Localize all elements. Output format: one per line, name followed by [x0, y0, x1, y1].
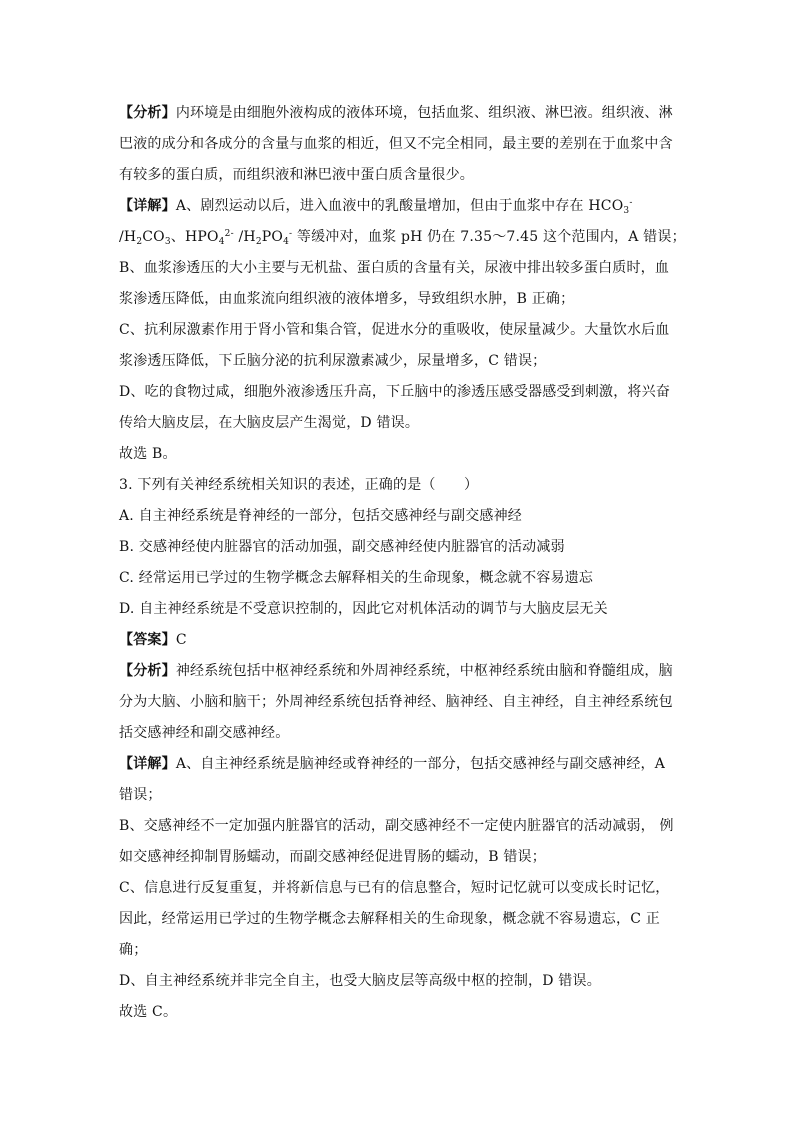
detail-line-d: D、自主神经系统并非完全自主，也受大脑皮层等高级中枢的控制，D 错误。 [119, 973, 601, 989]
conclusion-line: 故选 B。 [119, 446, 177, 462]
detail-block-q3 [119, 749, 679, 1028]
subscript: 3 [623, 206, 630, 216]
analysis-line: 分为大脑、小脑和脑干；外周神经系统包括脊神经、脑神经、自主神经，自主神经系统包 [119, 694, 673, 710]
conclusion-line: 故选 C。 [119, 1004, 178, 1020]
analysis-line: 巴液的成分和各成分的含量与血浆的相近，但又不完全相同，最主要的差别在于血浆中含 [119, 136, 673, 152]
detail-line-b-cont: 如交感神经抑制胃肠蠕动，而副交感神经促进胃肠的蠕动，B 错误； [119, 849, 546, 865]
detail-line-c-cont2: 确； [119, 942, 148, 958]
analysis-line [119, 98, 679, 129]
detail-line-d: D、吃的食物过咸，细胞外液渗透压升高，下丘脑中的渗透压感受器感受到刺激，将兴奋 [119, 384, 671, 400]
formula-part: CO [142, 229, 165, 245]
detail-line-a [119, 191, 679, 222]
analysis-block-q2 [119, 98, 679, 191]
detail-block-q2 [119, 191, 686, 470]
option-a: A. 自主神经系统是脊神经的一部分，包括交感神经与副交感神经 [119, 508, 523, 524]
detail-tag: 【详解】 [119, 198, 176, 214]
detail-line-b: B、血浆渗透压的大小主要与无机盐、蛋白质的含量有关，尿液中排出较多蛋白质时，血 [119, 260, 670, 276]
analysis-tag: 【分析】 [119, 663, 176, 679]
formula-part: /H [119, 229, 137, 245]
detail-line-d-cont: 传给大脑皮层，在大脑皮层产生渴觉，D 错误。 [119, 415, 420, 431]
superscript: - [289, 229, 293, 239]
subscript: 2 [136, 237, 143, 247]
answer-line [119, 625, 679, 656]
superscript: - [629, 198, 633, 208]
analysis-tag: 【分析】 [119, 105, 176, 121]
question-stem: 3. 下列有关神经系统相关知识的表述，正确的是（ ） [119, 477, 479, 493]
detail-line-c: C、信息进行反复重复，并将新信息与已有的信息整合，短时记忆就可以变成长时记忆， [119, 880, 670, 896]
option-d: D. 自主神经系统是不受意识控制的，因此它对机体活动的调节与大脑皮层无关 [119, 601, 608, 617]
option-c: C. 经常运用已学过的生物学概念去解释相关的生命现象，概念就不容易遗忘 [119, 570, 594, 586]
detail-line-a [119, 749, 679, 780]
subscript: 3 [164, 237, 171, 247]
answer-block-3 [119, 625, 679, 656]
question-block-3 [119, 470, 679, 625]
formula-part: PO [261, 229, 284, 245]
detail-line-a-cont: 错误； [119, 787, 162, 803]
analysis-block-q3 [119, 656, 679, 749]
analysis-line [119, 656, 679, 687]
detail-line-a-cont [119, 222, 686, 253]
formula-part: 、HPO [170, 229, 219, 245]
analysis-line: 括交感神经和副交感神经。 [119, 725, 290, 741]
answer-tag: 【答案】 [119, 632, 176, 648]
detail-line-b-cont: 浆渗透压降低，由血浆流向组织液的液体增多，导致组织水肿，B 正确； [119, 291, 575, 307]
formula-part: /H [233, 229, 256, 245]
detail-line-c: C、抗利尿激素作用于肾小管和集合管，促进水分的重吸收，使尿量减少。大量饮水后血 [119, 322, 670, 338]
subscript: 2 [255, 237, 262, 247]
subscript: 4 [218, 237, 225, 247]
analysis-text: 神经系统包括中枢神经系统和外周神经系统，中枢神经系统由脑和脊髓组成，脑 [175, 663, 673, 679]
detail-line-b: B、交感神经不一定加强内脏器官的活动，副交感神经不一定使内脏器官的活动减弱， 例 [119, 818, 674, 834]
detail-text: A、自主神经系统是脑神经或脊神经的一部分，包括交感神经与副交感神经，A [175, 756, 666, 772]
option-b: B. 交感神经使内脏器官的活动加强，副交感神经使内脏器官的活动减弱 [119, 539, 565, 555]
answer-value: C [175, 632, 187, 648]
analysis-text: 内环境是由细胞外液构成的液体环境，包括血浆、组织液、淋巴液。组织液、淋 [175, 105, 673, 121]
detail-text: 等缓冲对，血浆 pH 仍在 7.35～7.45 这个范围内，A 错误； [292, 229, 686, 245]
analysis-line: 有较多的蛋白质，而组织液和淋巴液中蛋白质含量很少。 [119, 167, 474, 183]
detail-tag: 【详解】 [119, 756, 176, 772]
detail-line-c-cont: 浆渗透压降低，下丘脑分泌的抗利尿激素减少，尿量增多，C 错误； [119, 353, 547, 369]
detail-line-c-cont: 因此，经常运用已学过的生物学概念去解释相关的生命现象，概念就不容易遗忘，C 正 [119, 911, 660, 927]
subscript: 4 [283, 237, 289, 247]
detail-text: A、剧烈运动以后，进入血液中的乳酸量增加，但由于血浆中存在 HCO [175, 198, 624, 214]
document-page [119, 98, 686, 1028]
superscript: 2- [224, 229, 234, 239]
